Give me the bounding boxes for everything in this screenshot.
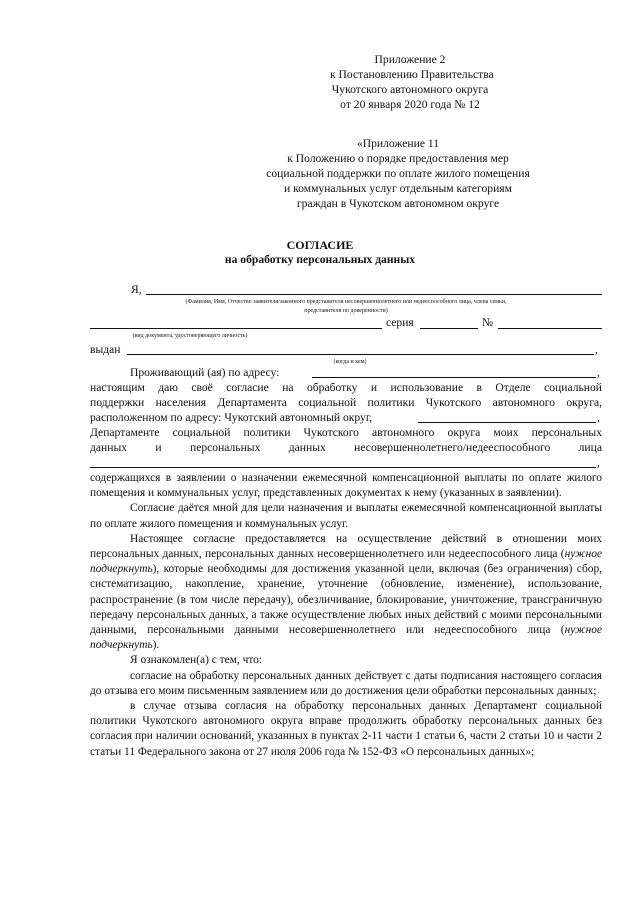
appendix-11-line: граждан в Чукотском автономном округе [296, 197, 500, 210]
department-line: Департаменте социальной политики Чукотского автономного округа моих персональных [90, 426, 602, 439]
issued-comma: , [595, 343, 598, 356]
appendix-2-line: Приложение 2 [374, 53, 446, 66]
withdrawal-paragraph: в случае отзыва согласия на обработку персональных данных Департамент социальной политики Чукотского автономного округа вправе продолжить обработку персональных данных без согласия при наличии оснований, указанных в пунктах 2-11 части 1 статьи 6, части 2 статьи 10 и части 2 статьи 11 Федерального закона от 27 июля 2006 года № 152-ФЗ «О персональных данных»; [90, 700, 602, 758]
residing-label: Проживающий (ая) по адресу: [130, 366, 280, 379]
number-label: № [482, 316, 494, 329]
data-word: персональных [189, 441, 261, 454]
series-label: серия [386, 316, 414, 329]
appendix-11-header [266, 136, 530, 211]
purpose-paragraph: Согласие даётся мной для цели назначения и выплаты ежемесячной компенсационной выплаты по оплате жилого помещения и коммунальных услуг. [90, 502, 602, 530]
actions-text: Настоящее согласие предоставляется на осуществление действий в отношении моих персональных данных, персональных данных несовершеннолетнего или недееспособного лица ( [90, 532, 602, 561]
data-word: данных [288, 441, 326, 454]
appendix-11-line: к Положению о порядке предоставления мер [287, 152, 509, 165]
appendix-11-line: социальной поддержки по оплате жилого помещения [266, 167, 530, 180]
appendix-11-line: и коммунальных услуг отдельным категориям [284, 182, 512, 195]
data-word: несовершеннолетнего/недееспособного [354, 441, 551, 454]
name-field[interactable] [146, 294, 602, 295]
appendix-2-line: к Постановлению Правительства [330, 68, 494, 81]
data-word: лица [578, 441, 602, 454]
actions-emphasis: нужное подчеркнуть [90, 624, 602, 652]
body-text [90, 471, 602, 760]
document-subtitle: на обработку персональных данных [224, 253, 416, 266]
data-comma: , [597, 456, 600, 469]
document-title: СОГЛАСИЕ [286, 238, 354, 252]
minor-data-field[interactable] [90, 467, 596, 468]
appendix-11-line: «Приложение 11 [356, 137, 440, 150]
document-type-field[interactable] [90, 328, 382, 329]
address-comma: , [597, 411, 600, 424]
name-caption-2: представителя по доверенности) [304, 308, 388, 314]
appendix-2-line: от 20 января 2020 года № 12 [340, 98, 480, 111]
contained-paragraph: содержащихся в заявлении о назначении ежемесячной компенсационной выплаты по оплате жилого помещения и коммунальных услуг, представленных документах к нему (указанных в заявлении). [90, 472, 602, 500]
i-label: Я, [131, 283, 142, 296]
data-words-line [90, 441, 602, 455]
series-field[interactable] [420, 328, 478, 329]
appendix-2-header [330, 52, 494, 112]
actions-text: ). [152, 639, 160, 652]
document-caption: (вид документа, удостоверяющего личность) [132, 333, 248, 339]
department-address-field[interactable] [418, 422, 596, 423]
name-caption-1: (Фамилия, Имя, Отчество заявителя/законного представителя несовершеннолетнего или недееспособного лица, члена семьи, [185, 299, 507, 305]
data-word: и [155, 441, 162, 454]
data-word: данных [90, 441, 128, 454]
actions-text: ), которые необходимы для достижения указанной цели, включая (без ограничения) сбор, систематизацию, накопление, хранение, уточнение (обновление, изменение), использование, распространение (в том числе передачу), обезличивание, блокирование, уничтожение, трансграничную передачу персональных данных, а также осуществление любых иных действий с моими персональными данными, персональными данными несовершеннолетнего или недееспособного лица ( [90, 563, 602, 637]
consent-line-2: поддержки населения Департамента социальной политики Чукотского автономного округа, [90, 396, 602, 409]
appendix-2-line: Чукотского автономного округа [331, 83, 489, 96]
number-field[interactable] [498, 328, 602, 329]
issued-label: выдан [90, 343, 121, 356]
actions-emphasis: нужное подчеркнуть [90, 548, 602, 576]
validity-paragraph: согласие на обработку персональных данных действует с даты подписания настоящего согласия до отзыва его моим письменным заявлением или до достижения цели обработки персональных данных; [90, 669, 602, 697]
actions-paragraph [90, 532, 602, 654]
issued-caption: (когда и кем) [333, 359, 367, 365]
residing-address-field[interactable] [312, 377, 596, 378]
address-label: расположенном по адресу: Чукотский автономный округ, [90, 411, 373, 424]
acquainted-paragraph: Я ознакомлен(а) с тем, что: [130, 654, 263, 667]
residing-comma: , [597, 366, 600, 379]
issued-field[interactable] [127, 354, 594, 355]
consent-line-1: настоящим даю своё согласие на обработку и использование в Отделе социальной [90, 381, 602, 394]
